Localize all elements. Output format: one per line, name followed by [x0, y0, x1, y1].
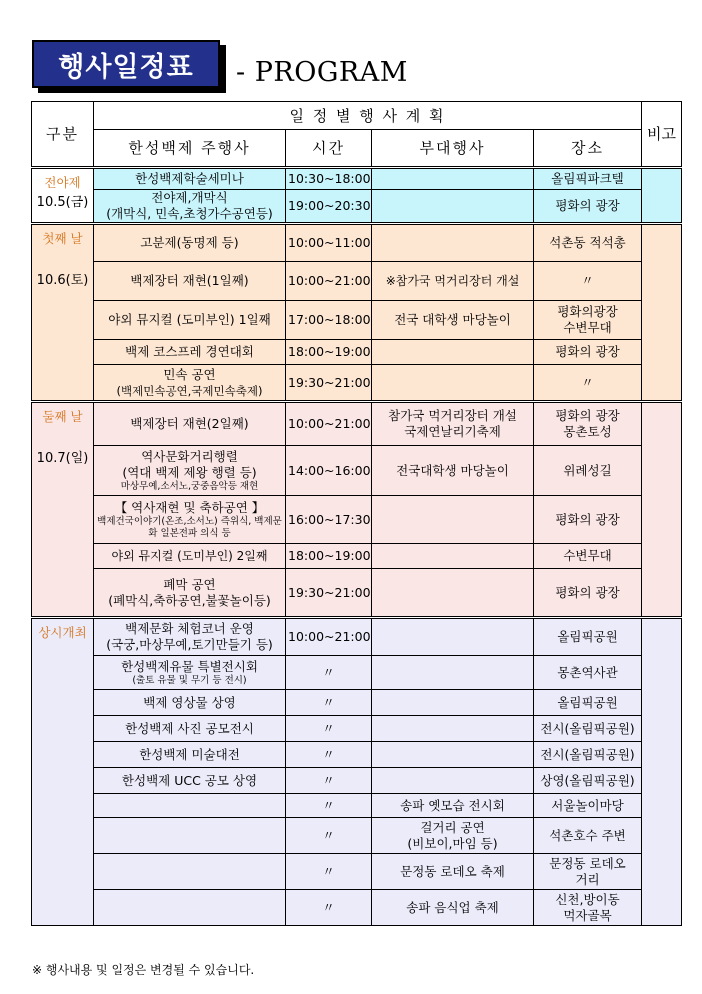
table-row	[32, 742, 682, 768]
group-date: 10.7(일)	[36, 451, 89, 466]
sub-event	[372, 716, 534, 742]
table-row	[32, 190, 682, 224]
event-place: 평화의광장 수변무대	[534, 301, 642, 340]
group-date: 10.5(금)	[36, 195, 89, 210]
event-time: 〃	[286, 690, 372, 716]
event-time: 19:30~21:00	[286, 365, 372, 402]
event-time: 〃	[286, 818, 372, 854]
sub-event: 송파 옛모습 전시회	[372, 794, 534, 818]
group-label: 둘째 날	[42, 409, 83, 424]
main-event: 한성백제 사진 공모전시	[94, 716, 286, 742]
main-event: 한성백제유물 특별전시회 (출토 유물 및 무기 등 전시)	[94, 656, 286, 690]
event-time: 〃	[286, 854, 372, 890]
event-place: 평화의 광장	[534, 569, 642, 618]
main-event: 야외 뮤지컬 (도미부인) 1일째	[94, 301, 286, 340]
main-event: 한성백제 UCC 공모 상영	[94, 768, 286, 794]
table-row	[32, 716, 682, 742]
event-place: 몽촌역사관	[534, 656, 642, 690]
sub-event	[372, 742, 534, 768]
event-place: 문정동 로데오 거리	[534, 854, 642, 890]
event-time: 14:00~16:00	[286, 446, 372, 496]
group-label: 전야제	[44, 175, 81, 190]
sub-event	[372, 224, 534, 262]
sub-event: ※참가국 먹거리장터 개설	[372, 262, 534, 301]
table-row	[32, 618, 682, 656]
event-time: 〃	[286, 890, 372, 926]
table-row	[32, 301, 682, 340]
table-row	[32, 224, 682, 262]
main-event	[94, 818, 286, 854]
group-label: 상시개최	[38, 625, 87, 640]
event-time: 16:00~17:30	[286, 496, 372, 544]
main-event: 백제장터 재현(1일째)	[94, 262, 286, 301]
main-event: 백제장터 재현(2일째)	[94, 402, 286, 446]
main-event: 폐막 공연 (폐막식,축하공연,불꽃놀이등)	[94, 569, 286, 618]
table-row	[32, 690, 682, 716]
sub-event	[372, 690, 534, 716]
table-row	[32, 365, 682, 402]
remark-cell	[642, 618, 682, 926]
remark-cell	[642, 402, 682, 618]
group-cell	[32, 402, 94, 618]
event-place: 평화의 광장 몽촌토성	[534, 402, 642, 446]
main-event: 고분제(동명제 등)	[94, 224, 286, 262]
header-plan: 일 정 별 행 사 계 획	[94, 102, 642, 130]
header-time: 시간	[286, 130, 372, 168]
table-row	[32, 768, 682, 794]
event-time: 10:00~21:00	[286, 402, 372, 446]
event-place: 올림픽공원	[534, 690, 642, 716]
event-place: 서울놀이마당	[534, 794, 642, 818]
event-time: 10:00~21:00	[286, 262, 372, 301]
sub-event	[372, 190, 534, 224]
group-cell	[32, 224, 94, 402]
table-row	[32, 569, 682, 618]
sub-event: 전국대학생 마당놀이	[372, 446, 534, 496]
page-title: 행사일정표	[32, 40, 220, 88]
event-place: 석촌동 적석총	[534, 224, 642, 262]
main-event	[94, 794, 286, 818]
table-row	[32, 402, 682, 446]
event-time: 〃	[286, 742, 372, 768]
header-main: 한성백제 주행사	[94, 130, 286, 168]
sub-event: 참가국 먹거리장터 개설 국제연날리기축제	[372, 402, 534, 446]
sub-event	[372, 365, 534, 402]
table-row	[32, 544, 682, 569]
event-time: 18:00~19:00	[286, 544, 372, 569]
main-event: 전야제,개막식 (개막식, 민속,초청가수공연등)	[94, 190, 286, 224]
event-place: 전시(올림픽공원)	[534, 742, 642, 768]
sub-event	[372, 168, 534, 190]
footnote: ※ 행사내용 및 일정은 변경될 수 있습니다.	[32, 963, 255, 977]
event-place: 평화의 광장	[534, 190, 642, 224]
table-row	[32, 496, 682, 544]
header-place: 장소	[534, 130, 642, 168]
sub-event	[372, 496, 534, 544]
event-place: 평화의 광장	[534, 496, 642, 544]
main-event: 백제문화 체험코너 운영 (국궁,마상무예,토기만들기 등)	[94, 618, 286, 656]
sub-event: 문정동 로데오 축제	[372, 854, 534, 890]
table-row	[32, 340, 682, 365]
event-time: 19:30~21:00	[286, 569, 372, 618]
main-event: 백제 코스프레 경연대회	[94, 340, 286, 365]
event-place: 〃	[534, 365, 642, 402]
event-place: 위례성길	[534, 446, 642, 496]
event-time: 18:00~19:00	[286, 340, 372, 365]
main-event: 한성백제 미술대전	[94, 742, 286, 768]
main-event: 야외 뮤지컬 (도미부인) 2일째	[94, 544, 286, 569]
main-event: 한성백제학술세미나	[94, 168, 286, 190]
event-place: 올림픽공원	[534, 618, 642, 656]
main-event: 역사문화거리행렬 (역대 백제 제왕 행렬 등) 마상무예,소서노,궁중음악등 재현	[94, 446, 286, 496]
table-row	[32, 262, 682, 301]
sub-event	[372, 618, 534, 656]
program-subtitle: - PROGRAM	[236, 57, 408, 88]
header-sub: 부대행사	[372, 130, 534, 168]
sub-event: 송파 음식업 축제	[372, 890, 534, 926]
table-row	[32, 818, 682, 854]
event-time: 〃	[286, 794, 372, 818]
group-label: 첫째 날	[42, 231, 83, 246]
sub-event	[372, 656, 534, 690]
table-row	[32, 656, 682, 690]
main-event: 백제 영상물 상영	[94, 690, 286, 716]
table-row	[32, 890, 682, 926]
sub-event: 전국 대학생 마당놀이	[372, 301, 534, 340]
schedule-table	[31, 101, 682, 926]
group-cell	[32, 618, 94, 926]
remark-cell	[642, 224, 682, 402]
table-row	[32, 446, 682, 496]
table-row	[32, 794, 682, 818]
event-time: 17:00~18:00	[286, 301, 372, 340]
event-place: 전시(올림픽공원)	[534, 716, 642, 742]
header-group: 구분	[32, 102, 94, 168]
main-event	[94, 890, 286, 926]
table-row	[32, 168, 682, 190]
event-place: 평화의 광장	[534, 340, 642, 365]
main-event: 민속 공연 (백제민속공연,국제민속축제)	[94, 365, 286, 402]
sub-event	[372, 544, 534, 569]
main-event: 【 역사재현 및 축하공연 】 백제건국이야기(온조,소서노) 즉위식, 백제문화 일본전파 의식 등	[94, 496, 286, 544]
event-time: 19:00~20:30	[286, 190, 372, 224]
event-place: 〃	[534, 262, 642, 301]
sub-event	[372, 569, 534, 618]
main-event	[94, 854, 286, 890]
event-time: 〃	[286, 768, 372, 794]
event-time: 〃	[286, 656, 372, 690]
event-place: 석촌호수 주변	[534, 818, 642, 854]
table-row	[32, 854, 682, 890]
group-cell	[32, 168, 94, 224]
sub-event: 걸거리 공연 (비보이,마임 등)	[372, 818, 534, 854]
header-remark: 비고	[642, 102, 682, 168]
event-time: 10:00~21:00	[286, 618, 372, 656]
event-place: 올림픽파크텔	[534, 168, 642, 190]
event-place: 상영(올림픽공원)	[534, 768, 642, 794]
event-time: 10:30~18:00	[286, 168, 372, 190]
sub-event	[372, 340, 534, 365]
sub-event	[372, 768, 534, 794]
group-date: 10.6(토)	[36, 273, 89, 288]
remark-cell	[642, 168, 682, 224]
event-time: 10:00~11:00	[286, 224, 372, 262]
event-place: 수변무대	[534, 544, 642, 569]
event-place: 신천,방이동 먹자골목	[534, 890, 642, 926]
event-time: 〃	[286, 716, 372, 742]
